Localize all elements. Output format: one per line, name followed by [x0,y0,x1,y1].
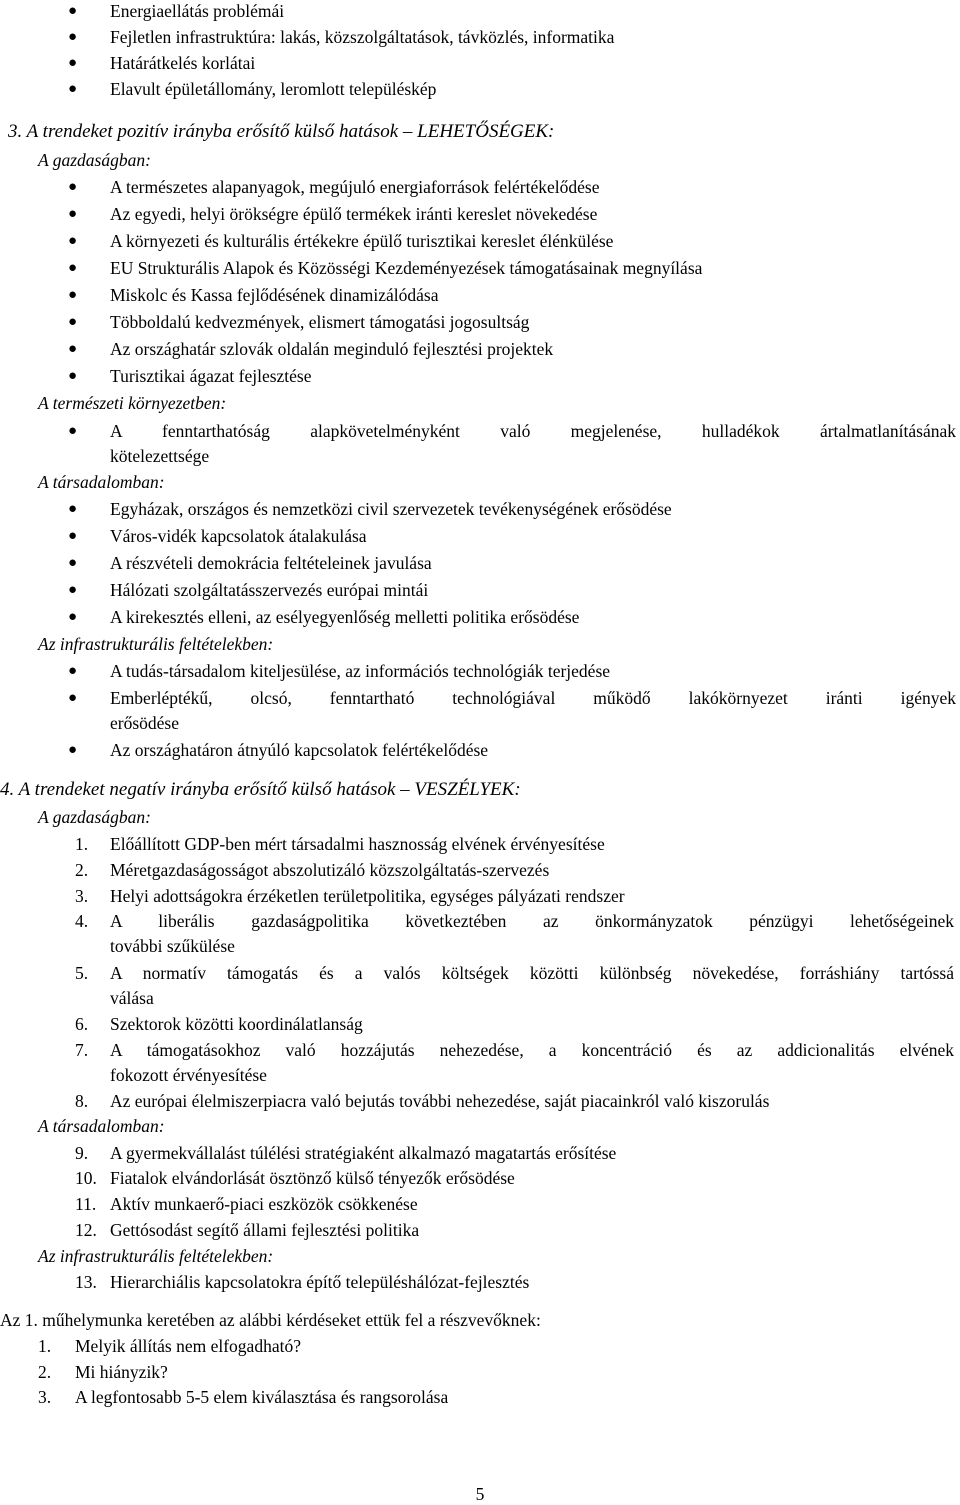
bullet-icon: ● [68,55,78,71]
bullet-icon: ● [68,314,78,330]
bullet-icon: ● [68,206,78,222]
bullet-icon: ● [68,341,78,357]
bullet-icon: ● [68,663,78,679]
bullet-icon: ● [68,423,78,439]
bullet-icon: ● [68,742,78,758]
bullet-icon: ● [68,609,78,625]
bullet-icon: ● [68,287,78,303]
bullet-icon: ● [68,81,78,97]
bullet-icon: ● [68,555,78,571]
bullet-icon: ● [68,582,78,598]
bullet-icon: ● [68,179,78,195]
bullet-icon: ● [68,260,78,276]
bullet-icon: ● [68,233,78,249]
bullet-icon: ● [68,528,78,544]
bullet-icon: ● [68,368,78,384]
bullet-icon: ● [68,690,78,706]
document-page: ● Energiaellátás problémái ● Fejletlen infrastruktúra: lakás, közszolgáltatások, távközlés, informatika ● Határátkelés korlátai ● Elavult épületállomány, leromlott településkép 3. A trendeket pozitív irányba erősítő külső hatások – LEHETŐSÉGEK: A gazdaságban: ● A természetes alapanyagok, megújuló energiaforrások felértékelődése ● Az egyedi, helyi örökségre épülő termékek iránti kereslet növekedése ● A környezeti és kulturális értékekre épülő turisztikai kereslet élénkülése ● EU Strukturális Alapok és Közösségi Kezdeményezések támogatásainak megnyílása ● Miskolc és Kassa fejlődésének dinamizálódása ● Többoldalú kedvezmények, elismert támogatási jogosultság ● Az országhatár szlovák oldalán meginduló fejlesztési projektek ● Turisztikai ágazat fejlesztése A természeti környezetben: ● A fenntarthatóság alapkövetelményként való megjelenése, hulladékok ártalmatlanításának kötelezettsége A társadalomban: ● Egyházak, országos és nemzetközi civil szervezetek tevékenységének erősödése ● Város-vidék kapcsolatok átalakulása ● A részvételi demokrácia feltételeinek javulása ● Hálózati szolgáltatásszervezés európai mintái ● A kirekesztés elleni, az esélyegyenlőség melletti politika erősödése Az infrastrukturális feltételekben: ● A tudás-társadalom kiteljesülése, az információs technológiák terjedése ● Emberléptékű, olcsó, fenntartható technológiával működő lakókörnyezet iránti igények erősödése ● Az országhatáron átnyúló kapcsolatok felértékelődése 4. A trendeket negatív irányba erősítő külső hatások – VESZÉLYEK: A gazdaságban: 1. Előállított GDP-ben mért társadalmi hasznosság elvének érvényesítése 2. Méretgazdaságosságot abszolutizáló közszolgáltatás-szervezés 3. Helyi adottságokra érzéketlen területpolitika, egységes pályázati rendszer 4. A liberális gazdaságpolitika következtében az önkormányzatok pénzügyi lehetőségeinek további szűkülése 5. A normatív támogatás és a valós költségek közötti különbség növekedése, forráshiány tartóssá válása 6. Szektorok közötti koordinálatlanság 7. A támogatásokhoz való hozzájutás nehezedése, a koncentráció és az addicionalitás elvének fokozott érvényesítése 8. Az európai élelmiszerpiacra való bejutás további nehezedése, saját piacainkról való kiszorulás A társadalomban: 9. A gyermekvállalást túlélési stratégiaként alkalmazó magatartás erősítése 10. Fiatalok elvándorlását ösztönző külső tényezők erősödése 11. Aktív munkaerő-piaci eszközök csökkenése 12. Gettósodást segítő állami fejlesztési politika Az infrastrukturális feltételekben: 13. Hierarchiális kapcsolatokra építő településhálózat-fejlesztés Az 1. műhelymunka keretében az alábbi kérdéseket ettük fel a részvevőknek: 1. Melyik állítás nem elfogadható? 2. Mi hiányzik? 3. A legfontosabb 5-5 elem kiválasztása és rangsorolása 5 [0,1,956,1504]
bullet-icon: ● [68,29,78,45]
bullet-icon: ● [68,3,78,19]
bullet-icon: ● [68,501,78,517]
